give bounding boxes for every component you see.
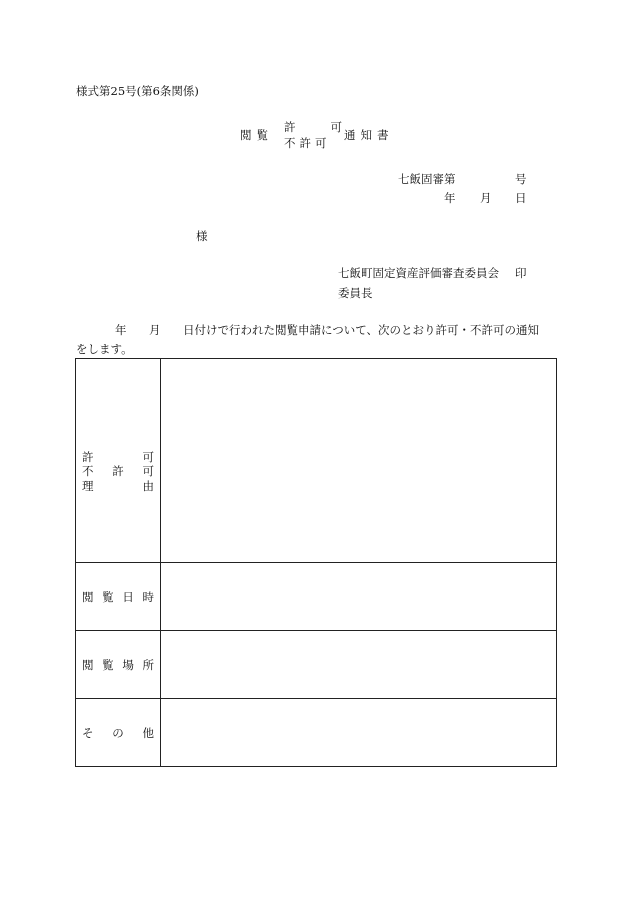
label-line-kyoka	[76, 450, 160, 464]
table-row-place	[76, 631, 557, 699]
label-char: 覧	[102, 589, 114, 604]
details-table	[75, 358, 557, 767]
label-char: 所	[142, 657, 154, 672]
date-year-label: 年	[444, 191, 456, 205]
label-char: そ	[82, 725, 94, 740]
form-number: 様式第25号(第6条関係)	[76, 84, 199, 98]
title-upper: 許 可	[284, 120, 346, 134]
date-month-label: 月	[480, 191, 492, 205]
body-text-line2: をします。	[76, 342, 133, 356]
label-char: 閲	[82, 657, 94, 672]
table-row-other	[76, 699, 557, 767]
label-char: 許	[82, 449, 94, 464]
label-char: 閲	[82, 589, 94, 604]
addressee-suffix: 様	[196, 229, 208, 243]
table-row-reason	[76, 359, 557, 563]
place-input-cell[interactable]	[161, 631, 557, 699]
reason-label-cell	[76, 359, 161, 563]
label-char: 他	[142, 725, 154, 740]
label-char: 日	[122, 589, 134, 604]
issue-number-suffix: 号	[515, 172, 527, 186]
datetime-input-cell[interactable]	[161, 563, 557, 631]
label-char: 時	[142, 589, 154, 604]
datetime-label-cell	[76, 563, 161, 631]
label-char: 覧	[102, 657, 114, 672]
label-char: 由	[142, 478, 154, 493]
table-row-datetime	[76, 563, 557, 631]
issue-number-prefix: 七飯固審第	[398, 172, 456, 186]
body-text-line1: 日付けで行われた閲覧申請について、次のとおり許可・不許可の通知	[183, 323, 540, 337]
label-line-riyu	[76, 479, 160, 493]
label-char: 許	[112, 464, 124, 479]
other-label-cell	[76, 699, 161, 767]
reason-input-cell[interactable]	[161, 359, 557, 563]
title-suffix: 通知書	[344, 128, 394, 142]
other-input-cell[interactable]	[161, 699, 557, 767]
label-char: 不	[82, 464, 94, 479]
issuer-title: 委員長	[338, 286, 373, 300]
label-char: 可	[142, 464, 154, 479]
label-char: 理	[82, 478, 94, 493]
issuer-organization: 七飯町固定資産評価審査委員会	[338, 266, 499, 280]
title-lower: 不許可	[284, 136, 331, 150]
body-month-label: 月	[149, 323, 161, 337]
label-line-fukyoka	[76, 464, 160, 478]
seal-mark: 印	[515, 266, 527, 280]
label-char: の	[112, 725, 124, 740]
title-prefix: 閲覧	[240, 128, 273, 142]
label-char: 場	[122, 657, 134, 672]
date-day-label: 日	[515, 191, 527, 205]
label-char: 可	[142, 449, 154, 464]
body-year-label: 年	[115, 323, 127, 337]
place-label-cell	[76, 631, 161, 699]
